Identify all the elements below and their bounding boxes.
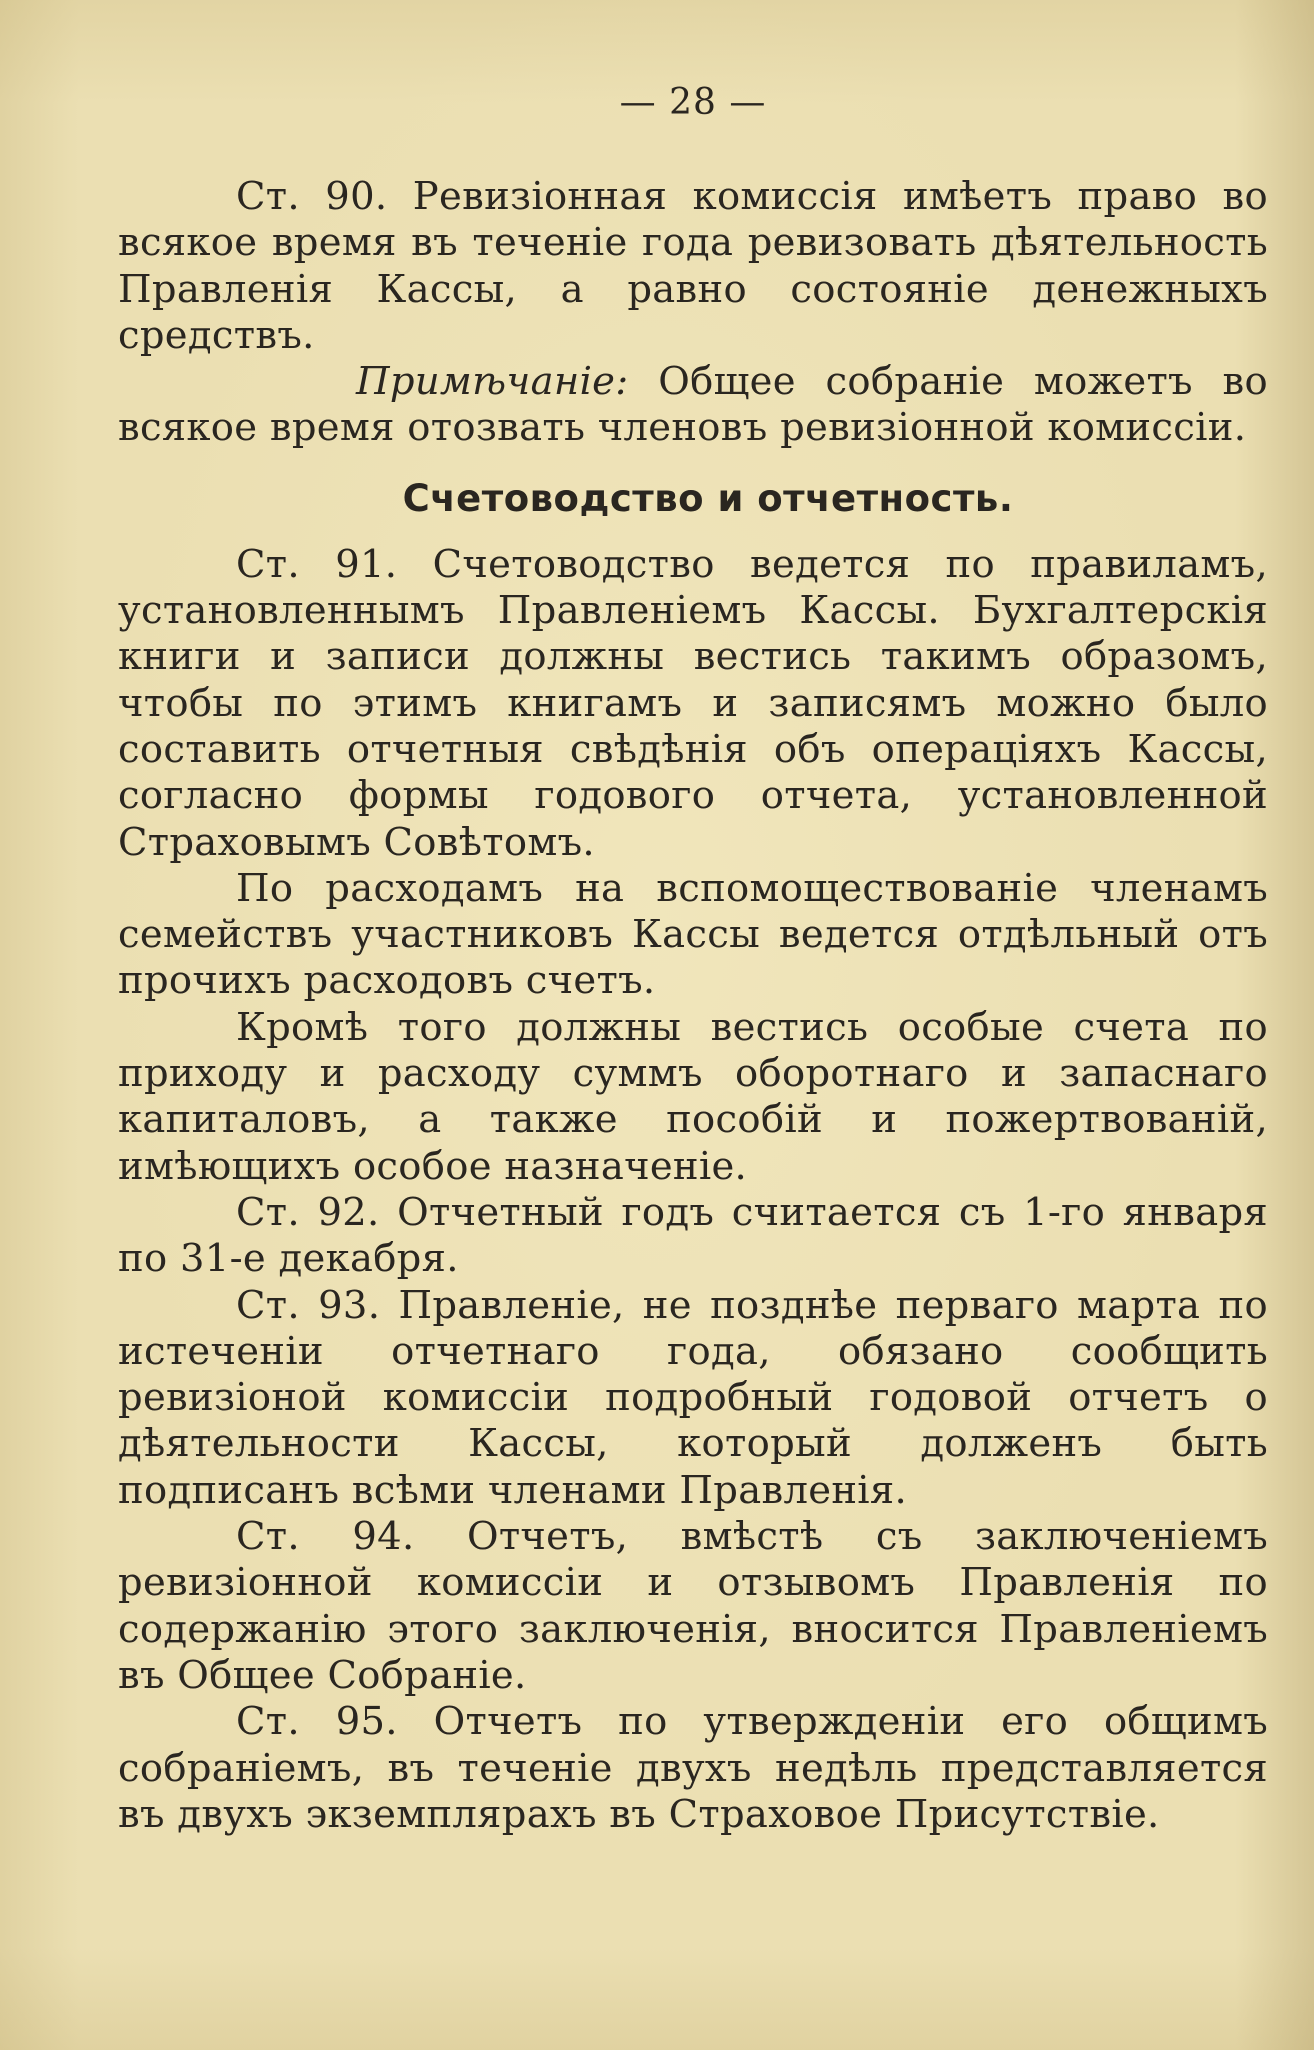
article-94: Ст. 94. Отчетъ, вмѣстѣ съ заключеніемъ ревизіонной комиссіи и отзывомъ Правленія по содержанію этого заключенія, вносится Правленіемъ въ Общее Собраніе.: [118, 1514, 1268, 1698]
note-paragraph: [118, 359, 1268, 452]
article-91-paragraph-2: По расходамъ на вспомоществованіе членамъ семействъ участниковъ Кассы ведется отдѣльный отъ прочихъ расходовъ счетъ.: [118, 865, 1268, 1004]
note-label: Примѣчаніе:: [356, 359, 629, 405]
article-91-paragraph-3: Кромѣ того должны вестись особые счета по приходу и расходу суммъ оборотнаго и запаснаго капиталовъ, а также пособій и пожертвованій, имѣющихъ особое назначеніе.: [118, 1004, 1268, 1189]
article-95: Ст. 95. Отчетъ по утвержденіи его общимъ собраніемъ, въ теченіе двухъ недѣль представляется въ двухъ экземплярахъ въ Страховое Присутствіе.: [118, 1699, 1268, 1837]
page-number: — 28 —: [619, 82, 767, 123]
note-text: Общее собраніе можетъ во всякое время отозвать членовъ ревизіонной комиссіи.: [118, 359, 1268, 451]
article-90: Ст. 90. Ревизіонная комиссія имѣетъ право во всякое время въ теченіе года ревизовать дѣятельность Правленія Кассы, а равно состояніе денежныхъ средствъ.: [118, 174, 1268, 358]
article-91: Ст. 91. Счетоводство ведется по правиламъ, установленнымъ Правленіемъ Кассы. Бухгалтерскія книги и записи должны вестись такимъ образомъ, чтобы по этимъ книгамъ и записямъ можно было составить отчетныя свѣдѣнія объ операціяхъ Кассы, согласно формы годового отчета, установленной Страховымъ Совѣтомъ.: [118, 541, 1268, 865]
article-93: Ст. 93. Правленіе, не позднѣе перваго марта по истеченіи отчетнаго года, обязано сообщить ревизіоной комиссіи подробный годовой отчетъ о дѣятельности Кассы, который долженъ быть подписанъ всѣми членами Правленія.: [118, 1282, 1268, 1513]
page-text: [118, 80, 1268, 1838]
section-heading: Счетоводство и отчетность.: [402, 476, 1014, 520]
article-92: Ст. 92. Отчетный годъ считается съ 1-го января по 31-е декабря.: [118, 1189, 1268, 1282]
